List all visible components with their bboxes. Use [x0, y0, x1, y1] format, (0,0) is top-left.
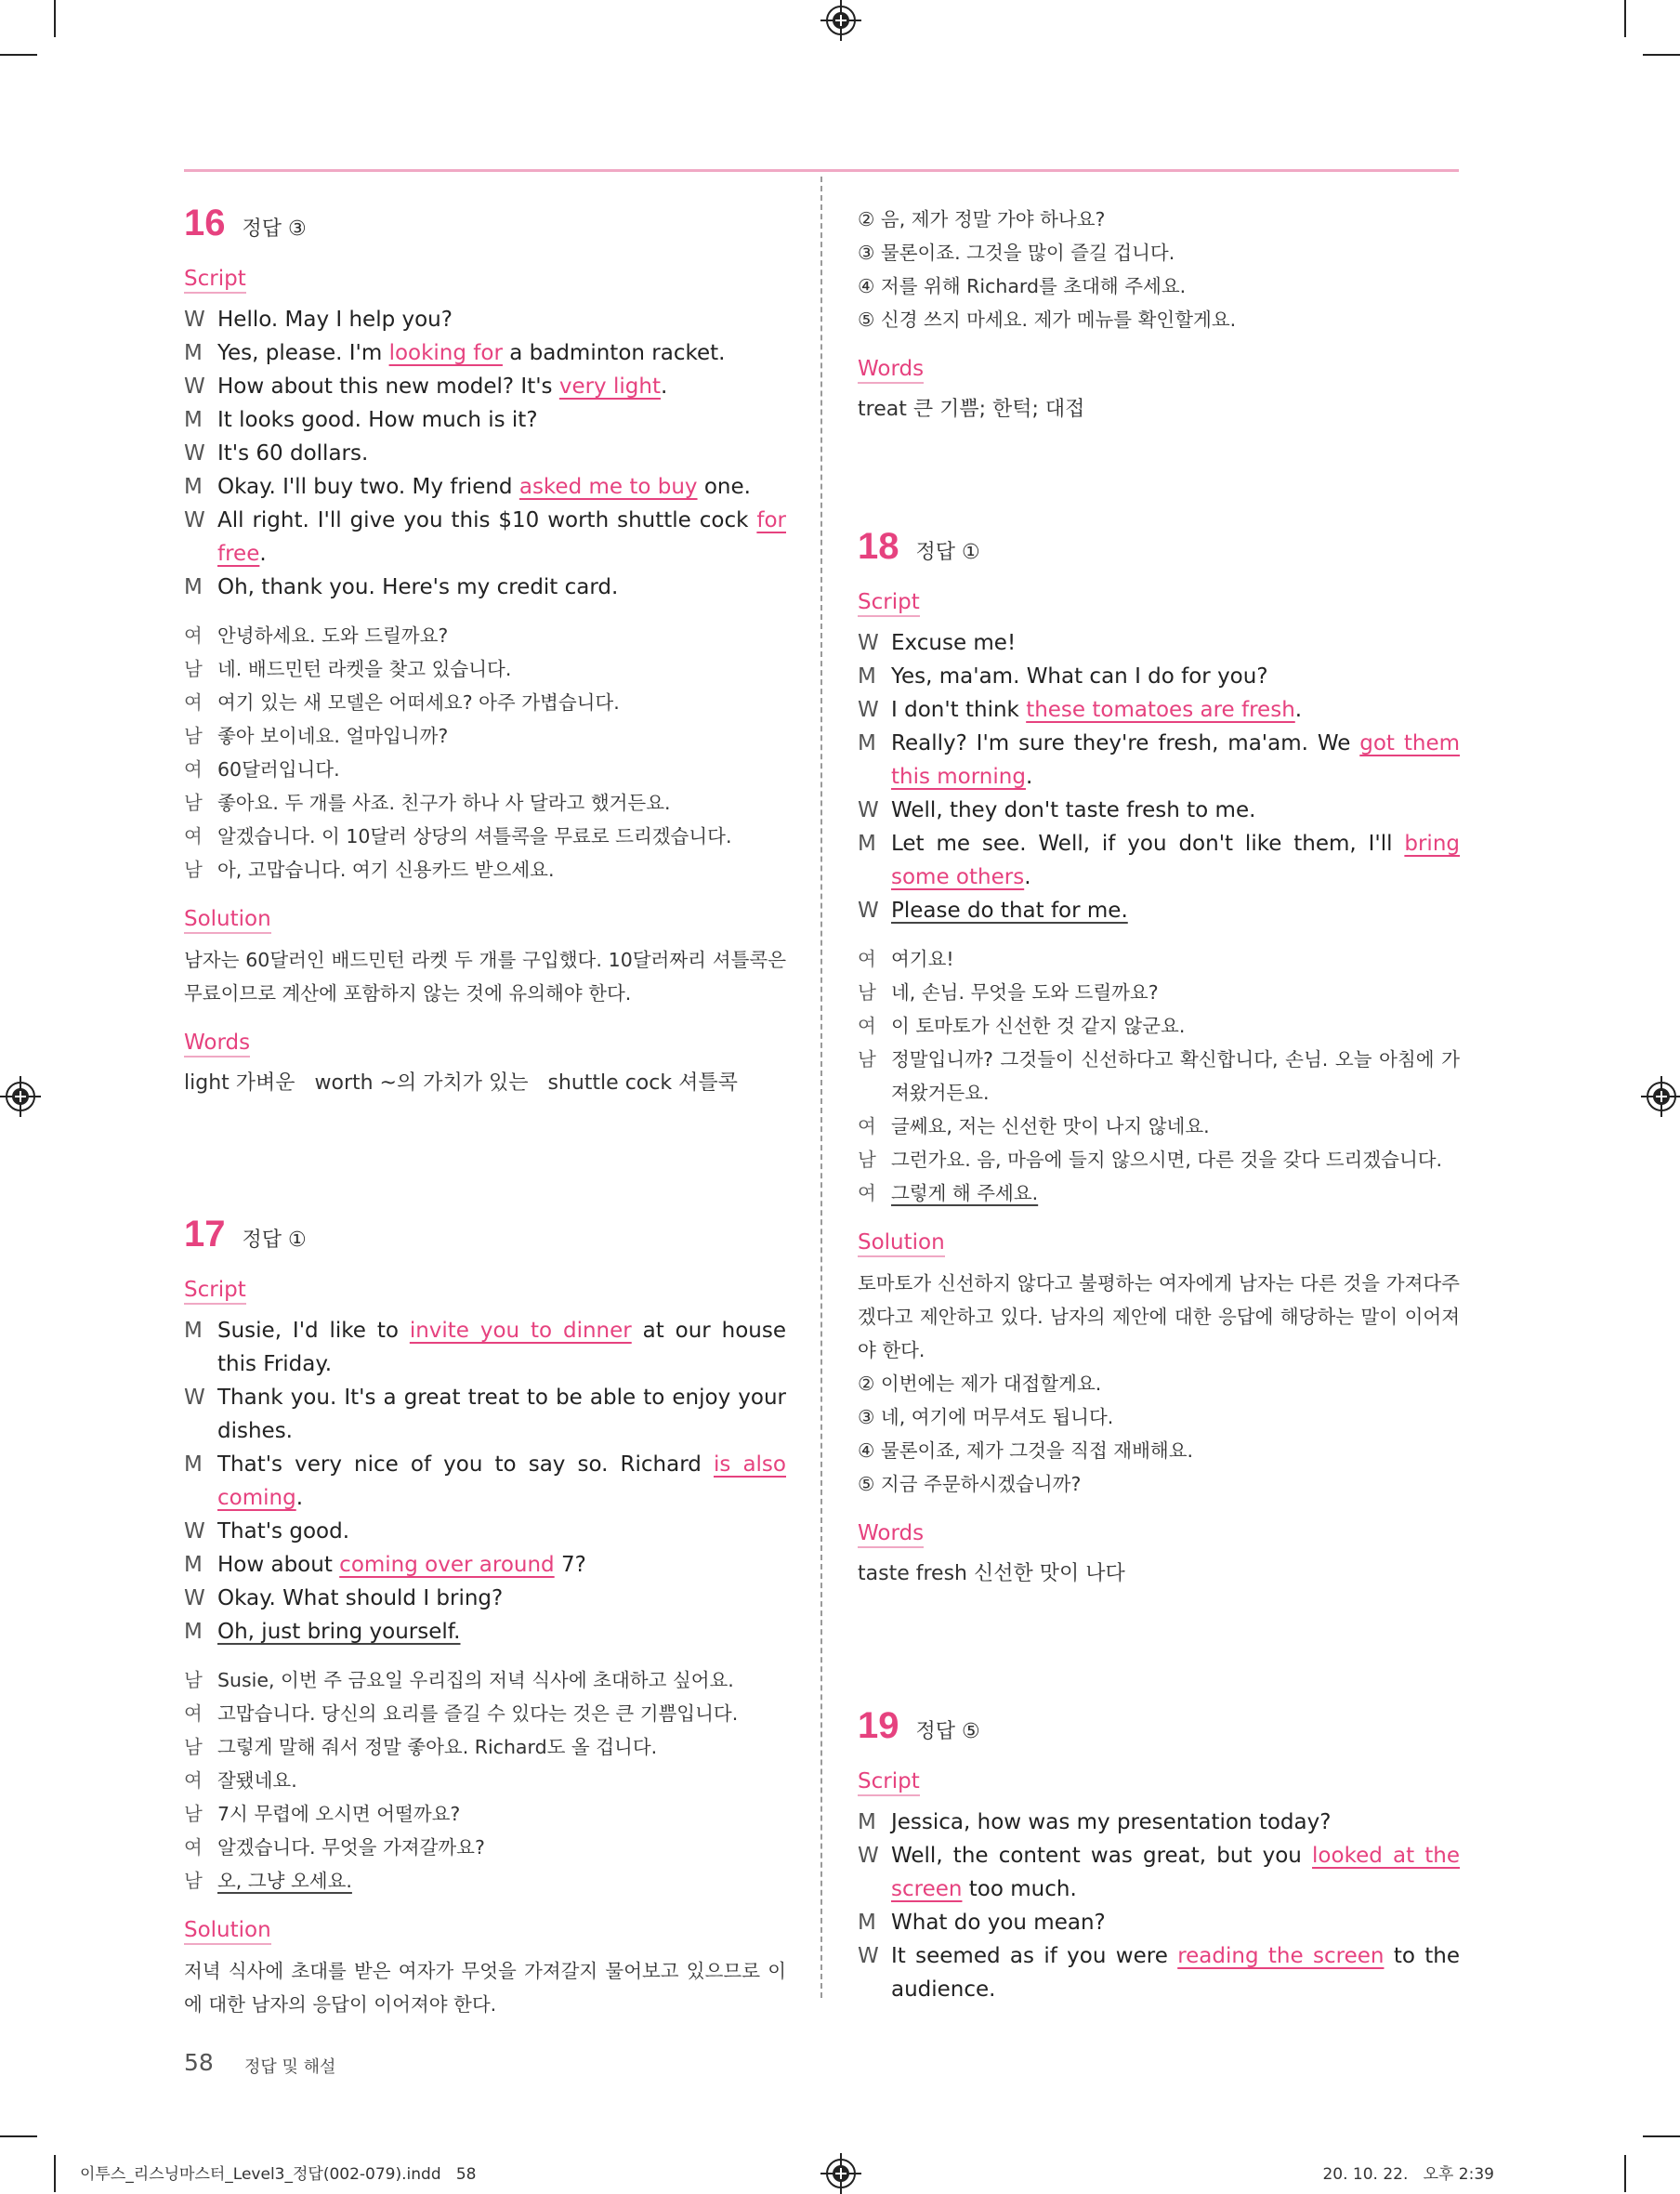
- translation-line: [858, 942, 1460, 976]
- answer-phrase: Oh, just bring yourself.: [217, 1620, 461, 1644]
- speaker-label: 여: [184, 825, 203, 847]
- registration-mark-icon: [826, 6, 856, 35]
- speaker-label: M: [858, 664, 876, 689]
- script-phrase: 7?: [554, 1553, 586, 1577]
- question-header: [184, 203, 786, 244]
- translation-text: 60달러입니다.: [217, 758, 340, 781]
- question-header: [184, 1214, 786, 1255]
- speaker-label: 남: [184, 1736, 203, 1758]
- section-label: 정답 및 해설: [244, 2057, 336, 2077]
- speaker-label: W: [858, 1944, 879, 1968]
- script-phrase: Let me see. Well, if you don't like them, I'll: [891, 832, 1405, 856]
- script-phrase: Well, they don't taste fresh to me.: [891, 798, 1256, 822]
- crop-mark: [54, 0, 56, 37]
- speaker-label: M: [184, 1620, 203, 1644]
- script-line: [858, 1906, 1460, 1939]
- speaker-label: W: [858, 1844, 879, 1868]
- words-heading: Words: [858, 357, 924, 384]
- speaker-label: W: [858, 631, 879, 655]
- highlighted-phrase: looked at the screen: [891, 1844, 1460, 1901]
- script-text: [217, 1582, 786, 1615]
- translation-lines: [858, 942, 1460, 1210]
- script-phrase: Well, the content was great, but you: [891, 1844, 1313, 1868]
- speaker-label: W: [858, 698, 879, 722]
- script-phrase: to the audience.: [891, 1944, 1460, 2002]
- script-heading: Script: [184, 267, 246, 294]
- left-column-lower: [184, 1214, 786, 2021]
- speaker-label: W: [858, 899, 879, 923]
- script-heading: Script: [858, 1769, 920, 1796]
- script-line: [858, 693, 1460, 727]
- translation-text: 정말입니까? 그것들이 신선하다고 확신합니다, 손님. 오늘 아침에 가져왔거든요.: [891, 1048, 1460, 1104]
- speaker-label: 여: [858, 1182, 876, 1204]
- solution-text: 저녁 식사에 초대를 받은 여자가 무엇을 가져갈지 물어보고 있으므로 이에 대한 남자의 응답이 이어져야 한다.: [184, 1960, 786, 2016]
- translation-text: 7시 무렵에 오시면 어떨까요?: [217, 1803, 461, 1825]
- highlighted-phrase: reading the screen: [1177, 1944, 1385, 1968]
- translation-line: [184, 1831, 786, 1864]
- translation-line: [184, 1730, 786, 1764]
- script-text: [217, 1515, 786, 1548]
- translation-text: 네. 배드민턴 라켓을 찾고 있습니다.: [217, 658, 512, 680]
- highlighted-phrase: bring some others: [891, 832, 1460, 889]
- script-line: [184, 336, 786, 370]
- translation-text: 여기요!: [891, 948, 954, 970]
- speaker-label: 여: [858, 948, 876, 970]
- highlighted-phrase: invite you to dinner: [409, 1319, 632, 1343]
- script-line: [858, 794, 1460, 827]
- script-phrase: Okay. I'll buy two. My friend: [217, 475, 519, 499]
- translation-lines: [184, 1663, 786, 1898]
- speaker-label: M: [858, 1810, 876, 1834]
- script-line: [184, 1615, 786, 1649]
- script-phrase: Oh, thank you. Here's my credit card.: [217, 575, 619, 599]
- registration-mark-icon: [6, 1082, 35, 1111]
- translation-text: 글쎄요, 저는 신선한 맛이 나지 않네요.: [891, 1115, 1210, 1137]
- script-phrase: It seemed as if you were: [891, 1944, 1178, 1968]
- words-text: light 가벼운 worth ~의 가치가 있는 shuttle cock 셔틀콕: [184, 1071, 738, 1095]
- script-text: [891, 1839, 1460, 1906]
- script-line: [184, 470, 786, 504]
- script-line: [858, 727, 1460, 794]
- translation-line: [858, 1176, 1460, 1210]
- script-text: [891, 1906, 1460, 1939]
- question-header: [858, 526, 1460, 568]
- script-line: [858, 660, 1460, 693]
- script-phrase: Yes, please. I'm: [217, 341, 389, 365]
- highlighted-phrase: got them this morning: [891, 731, 1461, 789]
- script-line: [184, 303, 786, 336]
- speaker-label: 여: [184, 758, 203, 781]
- script-line: [184, 1582, 786, 1615]
- speaker-label: W: [184, 441, 205, 466]
- speaker-label: 남: [184, 1870, 203, 1892]
- question-number: 18: [858, 526, 899, 567]
- translation-line: [858, 1110, 1460, 1143]
- script-phrase: All right. I'll give you this $10 worth shuttle cock: [217, 508, 757, 532]
- script-text: [217, 571, 786, 604]
- script-text: [891, 660, 1460, 693]
- print-slug-file: 이투스_리스닝마스터_Level3_정답(002-079).indd 58: [80, 2165, 477, 2184]
- speaker-label: 여: [184, 1836, 203, 1859]
- translation-line: [184, 820, 786, 853]
- question-header: [858, 1705, 1460, 1747]
- script-line: [184, 1515, 786, 1548]
- speaker-label: 여: [184, 1702, 203, 1725]
- script-line: [184, 370, 786, 403]
- speaker-label: 남: [184, 725, 203, 747]
- script-heading: Script: [858, 590, 920, 617]
- translation-text: Susie, 이번 주 금요일 우리집의 저녁 식사에 초대하고 싶어요.: [217, 1669, 734, 1691]
- speaker-label: M: [858, 1911, 876, 1935]
- speaker-label: M: [184, 1319, 203, 1343]
- script-text: [891, 794, 1460, 827]
- script-phrase: What do you mean?: [891, 1911, 1106, 1935]
- script-phrase: .: [1024, 865, 1031, 889]
- translation-text: 좋아요. 두 개를 사죠. 친구가 하나 사 달라고 했거든요.: [217, 792, 671, 814]
- answer-phrase: Please do that for me.: [891, 899, 1128, 923]
- speaker-label: M: [858, 832, 876, 856]
- crop-mark: [1624, 0, 1626, 37]
- right-column-q19: [858, 1705, 1460, 2006]
- script-phrase: .: [1294, 698, 1303, 722]
- crop-mark: [54, 2155, 56, 2192]
- script-line: [858, 1806, 1460, 1839]
- script-phrase: That's good.: [217, 1519, 350, 1544]
- script-text: [891, 1939, 1460, 2006]
- script-text: [217, 470, 786, 504]
- script-phrase: How about: [217, 1553, 340, 1577]
- speaker-label: W: [858, 798, 879, 822]
- script-line: [858, 1839, 1460, 1906]
- highlighted-phrase: for free: [217, 508, 786, 566]
- options-17: [858, 203, 1460, 336]
- speaker-label: W: [184, 1386, 205, 1410]
- speaker-label: W: [184, 374, 205, 399]
- script-phrase: It looks good. How much is it?: [217, 408, 538, 432]
- script-line: [858, 894, 1460, 927]
- translation-line: [184, 719, 786, 753]
- highlighted-phrase: asked me to buy: [518, 475, 698, 499]
- question-17: [184, 1214, 786, 2021]
- translation-line: [184, 1864, 786, 1898]
- script-line: [184, 437, 786, 470]
- option-line: ② 음, 제가 정말 가야 하나요?: [858, 208, 1106, 230]
- speaker-label: M: [184, 575, 203, 599]
- speaker-label: W: [184, 1519, 205, 1544]
- answer-label: 정답 ⑤: [915, 1720, 980, 1743]
- translation-text: 그런가요. 음, 마음에 들지 않으시면, 다른 것을 갖다 드리겠습니다.: [891, 1149, 1443, 1171]
- speaker-label: M: [184, 475, 203, 499]
- speaker-label: W: [184, 308, 205, 332]
- script-line: [184, 1381, 786, 1448]
- speaker-label: 남: [184, 792, 203, 814]
- script-line: [184, 1548, 786, 1582]
- script-phrase: Thank you. It's a great treat to be able to enjoy your dishes.: [217, 1386, 786, 1443]
- right-column: [858, 203, 1460, 427]
- crop-mark: [1624, 2155, 1626, 2192]
- script-phrase: .: [295, 1486, 304, 1510]
- script-line: [858, 1939, 1460, 2006]
- speaker-label: 여: [184, 624, 203, 647]
- solution-heading: Solution: [184, 1918, 271, 1945]
- script-text: [891, 827, 1460, 894]
- script-text: [217, 336, 786, 370]
- speaker-label: M: [184, 1553, 203, 1577]
- speaker-label: 남: [184, 658, 203, 680]
- script-phrase: Really? I'm sure they're fresh, ma'am. We: [891, 731, 1360, 755]
- crop-mark: [1643, 54, 1680, 56]
- translation-text: 아, 고맙습니다. 여기 신용카드 받으세요.: [217, 859, 555, 881]
- question-18: [858, 526, 1460, 1591]
- speaker-label: M: [184, 341, 203, 365]
- speaker-label: 여: [184, 691, 203, 714]
- top-rule: [184, 169, 1459, 172]
- column-divider: [820, 177, 822, 1998]
- translation-text: 좋아 보이네요. 얼마입니까?: [217, 725, 449, 747]
- script-text: [891, 626, 1460, 660]
- words-text: taste fresh 신선한 맛이 나다: [858, 1562, 1125, 1585]
- highlighted-phrase: these tomatoes are fresh: [1026, 698, 1295, 722]
- translation-line: [184, 853, 786, 887]
- script-line: [184, 403, 786, 437]
- script-phrase: I don't think: [891, 698, 1027, 722]
- script-text: [217, 1314, 786, 1381]
- translation-text: 네, 손님. 무엇을 도와 드릴까요?: [891, 981, 1159, 1004]
- translation-line: [184, 753, 786, 786]
- speaker-label: 남: [184, 1803, 203, 1825]
- translation-line: [184, 652, 786, 686]
- script-lines: [184, 303, 786, 604]
- option-line: ⑤ 지금 주문하시겠습니까?: [858, 1473, 1082, 1495]
- registration-mark-icon: [826, 2159, 856, 2188]
- translation-text: 그렇게 해 주세요.: [891, 1182, 1039, 1204]
- translation-line: [184, 619, 786, 652]
- script-text: [217, 1448, 786, 1515]
- highlighted-phrase: looking for: [388, 341, 503, 365]
- translation-text: 알겠습니다. 이 10달러 상당의 셔틀콕을 무료로 드리겠습니다.: [217, 825, 732, 847]
- translation-line: [858, 1043, 1460, 1110]
- script-line: [858, 626, 1460, 660]
- script-text: [217, 370, 786, 403]
- highlighted-phrase: coming over around: [339, 1553, 555, 1577]
- answer-label: 정답 ①: [242, 1228, 307, 1252]
- translation-text: 알겠습니다. 무엇을 가져갈까요?: [217, 1836, 485, 1859]
- translation-line: [858, 1009, 1460, 1043]
- solution-text: 남자는 60달러인 배드민턴 라켓 두 개를 구입했다. 10달러짜리 셔틀콕은 무료이므로 계산에 포함하지 않는 것에 유의해야 한다.: [184, 949, 786, 1005]
- script-phrase: That's very nice of you to say so. Richard: [217, 1452, 714, 1477]
- translation-text: 안녕하세요. 도와 드릴까요?: [217, 624, 449, 647]
- script-text: [217, 504, 786, 571]
- translation-text: 고맙습니다. 당신의 요리를 즐길 수 있다는 것은 큰 기쁨입니다.: [217, 1702, 739, 1725]
- script-phrase: Yes, ma'am. What can I do for you?: [891, 664, 1268, 689]
- translation-line: [184, 1797, 786, 1831]
- script-phrase: .: [660, 374, 668, 399]
- answer-label: 정답 ①: [915, 541, 980, 564]
- words-text: treat 큰 기쁨; 한턱; 대접: [858, 398, 1085, 421]
- script-text: [891, 1806, 1460, 1839]
- speaker-label: M: [184, 1452, 203, 1477]
- translation-line: [858, 976, 1460, 1009]
- solution-heading: Solution: [858, 1230, 945, 1257]
- right-column-q18: [858, 526, 1460, 1591]
- question-19: [858, 1705, 1460, 2006]
- script-heading: Script: [184, 1278, 246, 1305]
- script-text: [891, 727, 1460, 794]
- script-phrase: How about this new model? It's: [217, 374, 559, 399]
- speaker-label: 남: [858, 1048, 876, 1071]
- script-phrase: .: [259, 542, 267, 566]
- option-line: ④ 저를 위해 Richard를 초대해 주세요.: [858, 275, 1187, 297]
- question-number: 16: [184, 203, 226, 243]
- script-phrase: Okay. What should I bring?: [217, 1586, 504, 1610]
- script-text: [217, 437, 786, 470]
- script-text: [217, 1615, 786, 1649]
- question-16: [184, 203, 786, 1100]
- script-lines: [184, 1314, 786, 1649]
- question-number: 17: [184, 1214, 226, 1255]
- script-phrase: a badminton racket.: [502, 341, 726, 365]
- speaker-label: 남: [184, 1669, 203, 1691]
- script-line: [184, 1314, 786, 1381]
- page-number: 58: [184, 2049, 214, 2076]
- translation-text: 그렇게 말해 줘서 정말 좋아요. Richard도 올 겁니다.: [217, 1736, 658, 1758]
- words-heading: Words: [858, 1521, 924, 1548]
- option-line: ② 이번에는 제가 대접할게요.: [858, 1373, 1102, 1395]
- speaker-label: 남: [858, 981, 876, 1004]
- highlighted-phrase: very light: [558, 374, 661, 399]
- script-phrase: too much.: [962, 1877, 1077, 1901]
- words-heading: Words: [184, 1031, 250, 1058]
- translation-text: 이 토마토가 신선한 것 같지 않군요.: [891, 1015, 1186, 1037]
- translation-lines: [184, 619, 786, 887]
- script-phrase: Jessica, how was my presentation today?: [891, 1810, 1332, 1834]
- script-line: [858, 827, 1460, 894]
- script-text: [891, 894, 1460, 927]
- translation-line: [184, 1764, 786, 1797]
- script-line: [184, 504, 786, 571]
- option-line: ③ 네, 여기에 머무셔도 됩니다.: [858, 1406, 1114, 1428]
- speaker-label: M: [858, 731, 876, 755]
- registration-mark-icon: [1647, 1082, 1676, 1111]
- speaker-label: M: [184, 408, 203, 432]
- script-text: [217, 303, 786, 336]
- speaker-label: W: [184, 1586, 205, 1610]
- script-lines: [858, 626, 1460, 927]
- translation-line: [184, 1697, 786, 1730]
- speaker-label: 여: [858, 1115, 876, 1137]
- script-phrase: .: [1025, 765, 1033, 789]
- crop-mark: [0, 2135, 37, 2137]
- speaker-label: W: [184, 508, 205, 532]
- script-lines: [858, 1806, 1460, 2006]
- script-text: [217, 1381, 786, 1448]
- solution-text: 토마토가 신선하지 않다고 불평하는 여자에게 남자는 다른 것을 가져다주겠다고 제안하고 있다. 남자의 제안에 대한 응답에 해당하는 말이 이어져야 한다.: [858, 1272, 1460, 1361]
- speaker-label: 남: [184, 859, 203, 881]
- translation-line: [858, 1143, 1460, 1176]
- script-phrase: at our house this Friday.: [217, 1319, 786, 1376]
- translation-line: [184, 686, 786, 719]
- left-column: [184, 203, 786, 1100]
- script-text: [217, 403, 786, 437]
- script-phrase: It's 60 dollars.: [217, 441, 369, 466]
- script-phrase: one.: [697, 475, 751, 499]
- option-line: ⑤ 신경 쓰지 마세요. 제가 메뉴를 확인할게요.: [858, 309, 1237, 331]
- crop-mark: [1643, 2135, 1680, 2137]
- option-line: ③ 물론이죠. 그것을 많이 즐길 겁니다.: [858, 242, 1175, 264]
- speaker-label: 남: [858, 1149, 876, 1171]
- script-phrase: Hello. May I help you?: [217, 308, 453, 332]
- options-18: [858, 1367, 1460, 1501]
- script-phrase: Excuse me!: [891, 631, 1017, 655]
- script-line: [184, 571, 786, 604]
- translation-line: [184, 786, 786, 820]
- script-text: [217, 1548, 786, 1582]
- translation-line: [184, 1663, 786, 1697]
- translation-text: 여기 있는 새 모델은 어떠세요? 아주 가볍습니다.: [217, 691, 620, 714]
- print-slug-date: 20. 10. 22. 오후 2:39: [1322, 2165, 1494, 2184]
- translation-text: 오, 그냥 오세요.: [217, 1870, 352, 1892]
- speaker-label: 여: [858, 1015, 876, 1037]
- script-text: [891, 693, 1460, 727]
- answer-label: 정답 ③: [242, 217, 307, 241]
- highlighted-phrase: is also coming: [217, 1452, 786, 1510]
- solution-heading: Solution: [184, 907, 271, 934]
- script-phrase: Susie, I'd like to: [217, 1319, 410, 1343]
- speaker-label: 여: [184, 1769, 203, 1792]
- option-line: ④ 물론이죠, 제가 그것을 직접 재배해요.: [858, 1439, 1194, 1462]
- script-line: [184, 1448, 786, 1515]
- crop-mark: [0, 54, 37, 56]
- question-number: 19: [858, 1705, 899, 1746]
- translation-text: 잘됐네요.: [217, 1769, 297, 1792]
